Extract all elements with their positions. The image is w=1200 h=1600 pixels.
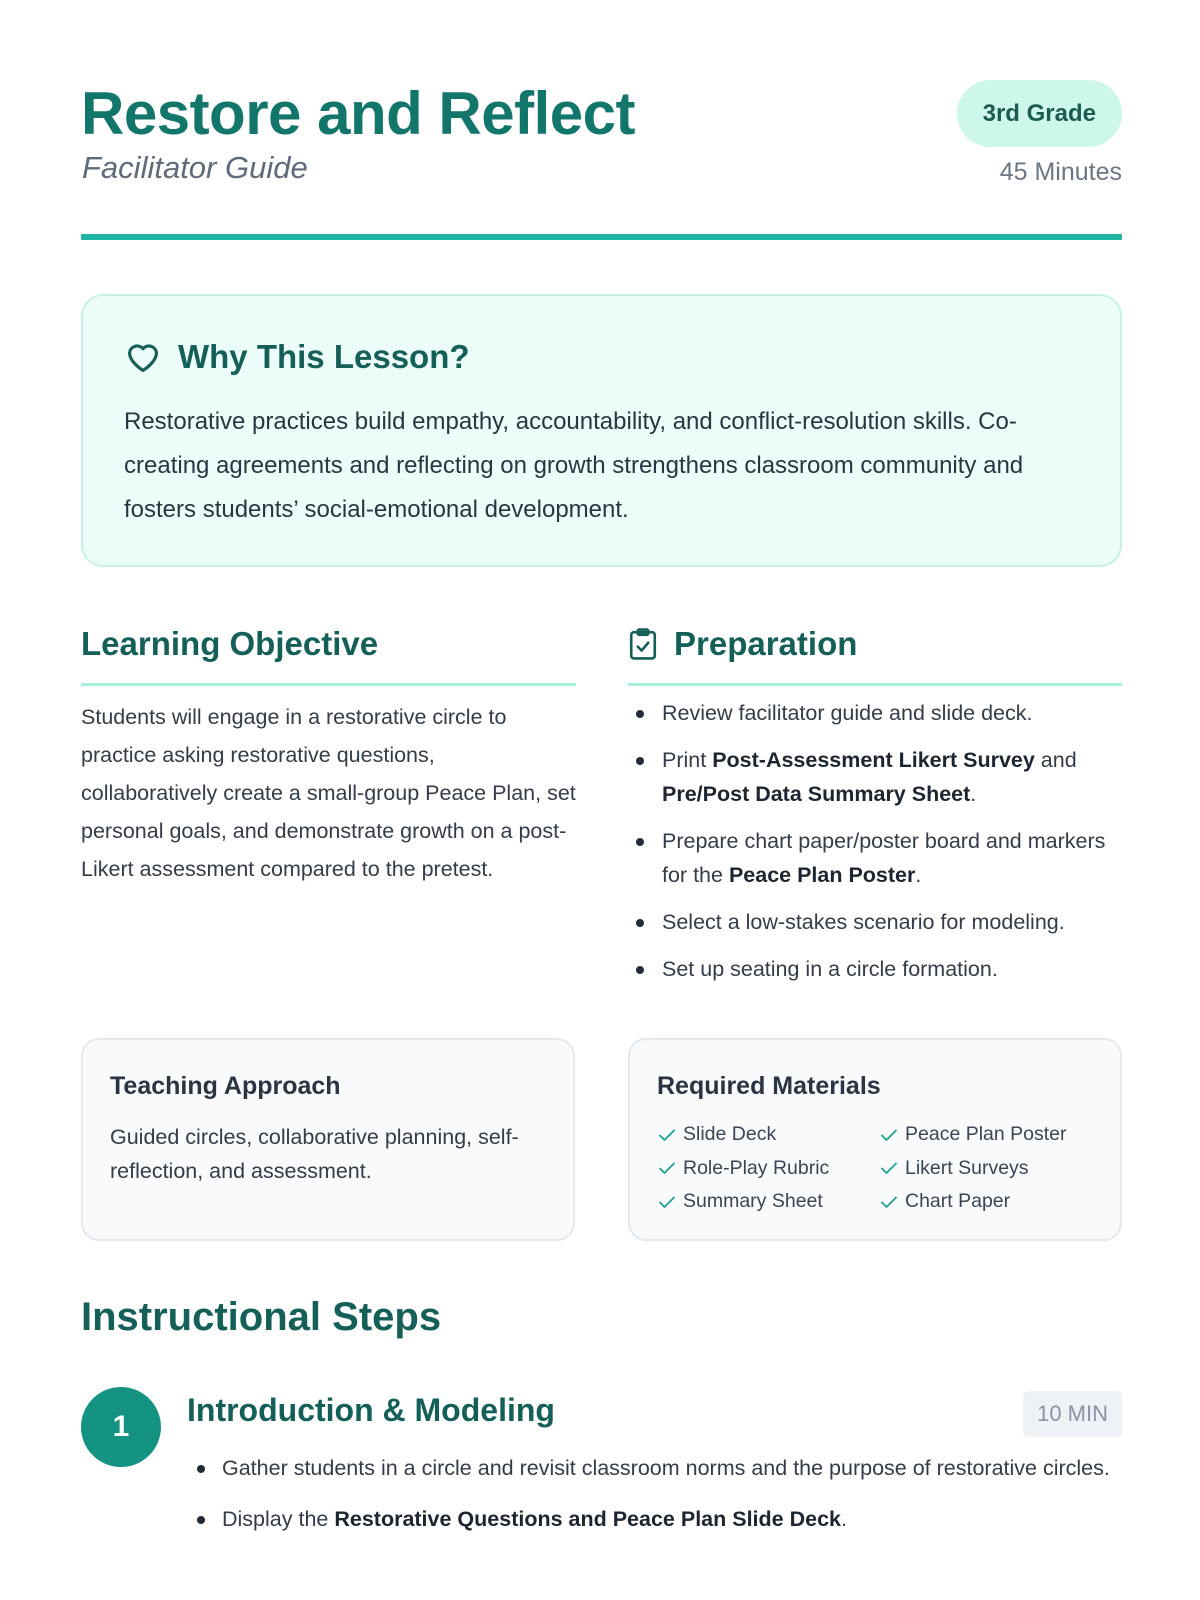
material-item: Likert Surveys [879,1152,1097,1186]
heart-icon [124,338,162,376]
clipboard-check-icon [628,627,658,661]
list-item: Review facilitator guide and slide deck. [628,696,1122,730]
list-item: Prepare chart paper/poster board and markers for the Peace Plan Poster. [628,824,1122,892]
step-number-badge: 1 [81,1387,161,1467]
step-title: Introduction & Modeling [187,1392,555,1428]
material-item: Slide Deck [657,1118,879,1152]
check-icon [657,1125,677,1145]
grade-badge: 3rd Grade [957,80,1122,147]
list-item: Display the Restorative Questions and Peace Plan Slide Deck. [187,1500,1122,1538]
material-item: Summary Sheet [657,1185,879,1219]
preparation-list [628,696,1122,999]
check-icon [879,1158,899,1178]
header-divider [81,234,1122,240]
why-lesson-title: Why This Lesson? [178,338,470,375]
material-item: Peace Plan Poster [879,1118,1097,1152]
duration-label: 45 Minutes [999,158,1122,186]
objective-divider [81,683,576,686]
preparation-divider [628,683,1122,686]
check-icon [879,1192,899,1212]
list-item: Select a low-stakes scenario for modeling. [628,905,1122,939]
page-title: Restore and Reflect [81,80,635,147]
list-item: Gather students in a circle and revisit classroom norms and the purpose of restorative circles. [187,1449,1122,1487]
objective-text: Students will engage in a restorative circle to practice asking restorative questions, collaboratively create a small-group Peace Plan, set personal goals, and demonstrate growth on a post-Likert assessment compared to the pretest. [81,705,576,881]
why-lesson-heading [124,338,470,376]
teaching-approach-card [81,1038,575,1241]
material-item: Chart Paper [879,1185,1097,1219]
materials-list [657,1118,1097,1219]
step-list [187,1449,1122,1551]
check-icon [657,1192,677,1212]
check-icon [657,1158,677,1178]
instructional-steps-title: Instructional Steps [81,1295,442,1339]
preparation-heading [628,624,857,664]
objective-title: Learning Objective [81,625,379,662]
teaching-approach-title: Teaching Approach [110,1072,341,1100]
preparation-title: Preparation [674,625,858,662]
page-subtitle: Facilitator Guide [82,150,308,185]
materials-card [628,1038,1122,1241]
why-lesson-panel [81,294,1122,567]
step-duration-badge: 10 MIN [1023,1391,1122,1437]
why-lesson-text: Restorative practices build empathy, accountability, and conflict-resolution skills. Co-creating agreements and reflecting on growth strengthens classroom community and fosters students’ social-emotional development. [124,408,1024,523]
teaching-approach-text: Guided circles, collaborative planning, self-reflection, and assessment. [110,1125,519,1183]
material-item: Role-Play Rubric [657,1152,879,1186]
header [81,80,1122,190]
materials-title: Required Materials [657,1072,881,1100]
check-icon [879,1125,899,1145]
list-item: Print Post-Assessment Likert Survey and Pre/Post Data Summary Sheet. [628,743,1122,811]
list-item: Set up seating in a circle formation. [628,952,1122,986]
